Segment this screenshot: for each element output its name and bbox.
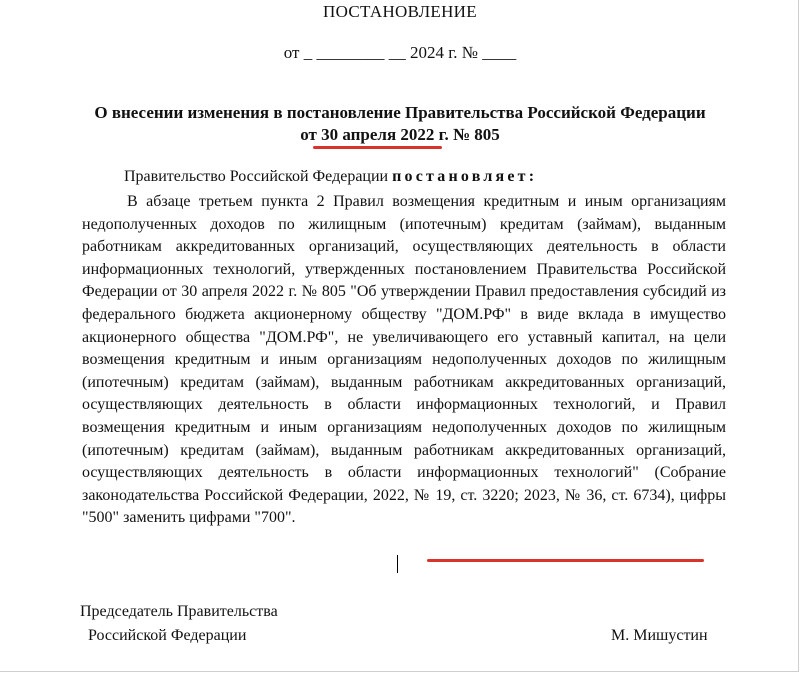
signature-title-line-1: Председатель Правительства — [80, 603, 278, 620]
text-cursor — [397, 555, 398, 573]
body-paragraph[interactable]: В абзаце третьем пункта 2 Правил возмещения кредитным и иным организациям недополученных доходов по жилищным (ипотечным) кредитам (займам), выданным работникам аккредитованных организаций, осуществляющих деятельность в области информационных технологий, утвержденных постановлением Правительства Российской Федерации от 30 апреля 2022 г. № 805 "Об утверждении Правил предоставления субсидий из федерального бюджета акционерному обществу "ДОМ.РФ" в виде вклада в имущество акционерного общества "ДОМ.РФ", не увеличивающего его уставный капитал, на цели возмещения кредитным и иным организациям недополученных доходов по жилищным (ипотечным) кредитам (займам), выданным работникам аккредитованных организаций, осуществляющих деятельность в области информационных технологий, и Правил возмещения кредитным и иным организациям недополученных доходов по жилищным (ипотечным) кредитам (займам), выданным работникам аккредитованных организаций, осуществляющих деятельность в области информационных технологий" (Собрание законодательства Российской Федерации, 2022, № 19, ст. 3220; 2023, № 36, ст. 6734), цифры "500" заменить цифрами "700". — [82, 193, 726, 527]
title-line-1: О внесении изменения в постановление Правительства Российской Федерации — [94, 103, 706, 122]
preamble-verb: постановляет: — [392, 168, 538, 185]
amendment-highlight-underline — [427, 559, 704, 562]
preamble — [124, 168, 537, 186]
title-line-2: от 30 апреля 2022 г. № 805 — [300, 125, 500, 144]
document-title — [60, 102, 740, 146]
date-number-line: от _ ________ __ 2024 г. № ____ — [283, 43, 517, 62]
signature-title-block — [80, 600, 278, 648]
signer-name: М. Мишустин — [611, 627, 708, 644]
signature-title-line-2: Российской Федерации — [88, 627, 247, 644]
document-type-heading: ПОСТАНОВЛЕНИЕ — [323, 2, 477, 21]
preamble-subject: Правительство Российской Федерации — [124, 168, 393, 185]
title-date-highlight-underline — [313, 146, 442, 149]
